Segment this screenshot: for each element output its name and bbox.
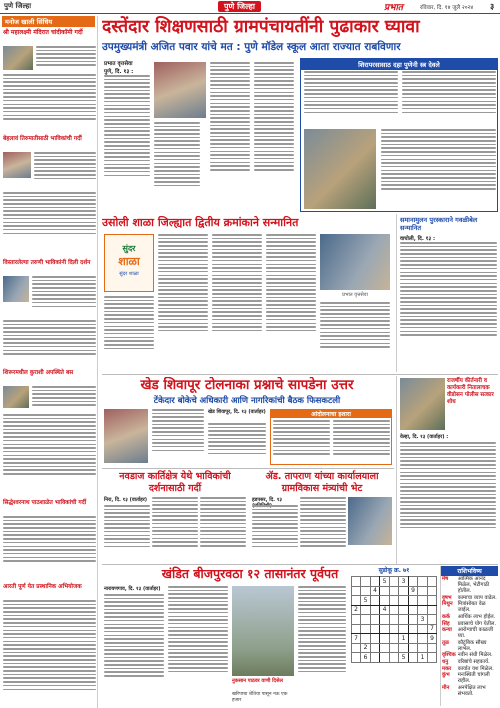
top-right-col3: [381, 129, 496, 209]
header-section-center: पुणे जिल्हा: [218, 1, 261, 12]
top-story-dateline: पुणे, दि. १३ :: [104, 69, 134, 75]
right-story-headline: राजर्षीय कीर्तनारी व कार्यकारी नितालाचक वीडोसन पोलीस सत्कार शोध: [447, 378, 494, 405]
right-story-dateline: वेल्हा, दि. १३ (वार्ताहर) :: [400, 434, 449, 440]
rashi-text: कार्यात यश मिळेल.: [457, 665, 494, 672]
top-right-col2: [402, 71, 496, 127]
sudoku-cell[interactable]: [389, 596, 399, 606]
story3-col2: [208, 423, 266, 465]
left-story-title-5: सिद्धेश्वरनाथ पाठशाळेत भाविकांची गर्दी: [3, 500, 87, 506]
sudoku-cell[interactable]: [427, 653, 437, 663]
rashi-sign: वृषभ: [442, 594, 452, 601]
left-story-title-4: शिरूरमधील कुराशी अपस्थिते बस: [3, 370, 74, 376]
left-story-title-2: बेहलावं तिरुमातीसाठी भाविकांची गर्दी: [3, 136, 82, 142]
top-story-left: [102, 58, 296, 212]
rashi-row: [441, 601, 498, 614]
story6-headline: खंडित बीजपुरवठा १२ तासानंतर पूर्वपत: [161, 566, 339, 581]
right-story-text: [400, 442, 496, 562]
sudoku-cell[interactable]: [380, 634, 390, 644]
sudoku-cell[interactable]: 3: [399, 577, 409, 587]
rashi-row: [441, 659, 498, 666]
story2-col4: [320, 302, 390, 370]
sudoku-cell[interactable]: [389, 634, 399, 644]
rashi-sign: कुंभ: [442, 672, 450, 679]
sudoku-cell[interactable]: [351, 596, 361, 606]
sudoku-cell[interactable]: [389, 605, 399, 615]
sudoku-cell[interactable]: [418, 624, 428, 634]
sudoku-row: [351, 586, 437, 596]
left-column: [0, 16, 98, 708]
rashi-panel: [440, 566, 498, 706]
sudoku-cell[interactable]: [399, 615, 409, 625]
story3-subheadline: टेंकेदार बोकेचे अधिकारी आणि नागरिकांची बैठक फिसकटली: [153, 396, 341, 406]
sudoku-cell[interactable]: [418, 577, 428, 587]
story4-headline: नवडाज कार्तिक्षेत्र येथे भाविकांची दर्शनासाठी गर्दी: [119, 471, 231, 494]
story3-byline: खेड शिवापूर, दि. १३ (वार्ताहर): [208, 409, 266, 415]
sudoku-cell[interactable]: [389, 615, 399, 625]
story5-photo: [348, 497, 392, 545]
portrait-photo: [154, 62, 206, 118]
divider-2: [102, 468, 394, 469]
rashi-text: कौटुंबिक सौख्य लाभेल.: [457, 639, 487, 652]
rashi-row: [441, 620, 498, 627]
rashi-text: वरिष्ठांचे सहकार्य.: [457, 659, 490, 666]
sudoku-cell[interactable]: [380, 615, 390, 625]
rashi-text: आत्मिक आनंद मिळेल, भेटीगाठी होतील.: [457, 576, 490, 595]
sudoku-cell[interactable]: [408, 653, 418, 663]
left-photo-3: [3, 276, 29, 302]
rashi-text: कामाचा व्याप वाढेल.: [457, 594, 497, 601]
sudoku-panel: [350, 566, 438, 706]
rashi-sign: मकर: [442, 665, 452, 672]
sudoku-cell[interactable]: [389, 624, 399, 634]
top-right-title: शिरापरसासाठ दहा पुणेनी स्त्र देवले: [301, 59, 497, 70]
left-text-5: [3, 516, 96, 580]
sudoku-cell[interactable]: [427, 586, 437, 596]
story5-col2: [300, 497, 346, 561]
sudoku-cell[interactable]: [370, 577, 380, 587]
story2-col2: [212, 234, 262, 370]
rashi-row: [441, 576, 498, 595]
rashi-sign: कन्या: [442, 627, 452, 634]
sudoku-grid[interactable]: [351, 576, 438, 663]
main-headline: दस्तेंदार शिक्षणसाठी ग्रामपंचायतींनी पुढाकार घ्यावा: [102, 17, 420, 37]
sudoku-cell[interactable]: [370, 596, 380, 606]
rashi-text: प्रवासाचे योग येतील.: [457, 620, 497, 627]
left-text-1: [36, 46, 96, 72]
sudoku-row: [351, 577, 437, 587]
sudoku-cell[interactable]: [418, 586, 428, 596]
rashi-row: [441, 672, 498, 685]
sudoku-cell[interactable]: [427, 577, 437, 587]
sudoku-cell[interactable]: 4: [370, 586, 380, 596]
story2-photo: [320, 234, 390, 290]
rashi-row: [441, 685, 498, 698]
story3-box-col2: [333, 420, 390, 464]
sudoku-cell[interactable]: [361, 586, 371, 596]
left-story-title-1: श्री महालक्ष्मी मंदिरात चांदीकॉमी गर्दी: [3, 29, 83, 36]
rashi-text: आर्थिक लाभ होईल.: [457, 614, 496, 621]
top-story-right-box: [300, 58, 498, 212]
story2-badge: [104, 234, 154, 292]
left-story-title-6: आरती पूर्ण येत प्रस्थानिक अभियोजक: [3, 584, 82, 590]
badge-caption: सुंदर शाळा: [119, 271, 139, 277]
story2-photo-caption: प्रभात वृत्तसेवा: [342, 292, 368, 298]
story2-col1: [158, 234, 208, 370]
sudoku-cell[interactable]: [408, 634, 418, 644]
sudoku-cell[interactable]: 5: [380, 577, 390, 587]
story4-col3: [200, 497, 246, 561]
rashi-sign: सिंह: [442, 620, 450, 627]
story2-headline: उसोली शाळा जिल्ह्यात द्वितीय क्रमांकाने सन्मानित: [102, 216, 299, 229]
rashi-row: [441, 665, 498, 672]
side-story-text: [400, 242, 497, 370]
rashi-text: अनपेक्षित लाभ संभवतो.: [457, 684, 486, 697]
sudoku-cell[interactable]: [380, 643, 390, 653]
rashi-row: [441, 652, 498, 659]
rashi-sign: मेष: [442, 576, 449, 583]
sudoku-cell[interactable]: [361, 605, 371, 615]
rashi-sign: तूळ: [442, 639, 449, 646]
sudoku-cell[interactable]: [351, 643, 361, 653]
story3-box-title: आंदोलनाचा इशारा: [271, 410, 391, 418]
sudoku-cell[interactable]: 9: [427, 634, 437, 644]
sudoku-cell[interactable]: [389, 653, 399, 663]
sudoku-cell[interactable]: [389, 577, 399, 587]
sudoku-cell[interactable]: [361, 615, 371, 625]
left-text-3b: [3, 320, 96, 368]
sudoku-cell[interactable]: [399, 624, 409, 634]
sudoku-cell[interactable]: 2: [351, 605, 361, 615]
main-subheadline: उपमुख्यमंत्री अजित पवार यांचे मत : पुणे मॉडेल स्कूल आता राज्यात राबविणार: [102, 41, 401, 53]
sudoku-cell[interactable]: 7: [351, 634, 361, 644]
story5-dateline: हडपसर, दि. १३: [252, 497, 283, 503]
side-story: [396, 214, 498, 372]
rashi-title: राशिभविष्य: [441, 566, 498, 576]
sudoku-cell[interactable]: [427, 596, 437, 606]
story6-caption-text: खरिपाचा शेतिया पासून नऊ एक हजार: [232, 692, 288, 703]
sudoku-cell[interactable]: [351, 653, 361, 663]
badge-line2: शाळा: [118, 255, 140, 268]
sudoku-cell[interactable]: [427, 605, 437, 615]
right-story: [396, 376, 498, 564]
divider-3: [102, 564, 498, 565]
rashi-sign: मिथुन: [442, 601, 453, 608]
sudoku-cell[interactable]: [351, 577, 361, 587]
sudoku-cell[interactable]: [370, 643, 380, 653]
sudoku-cell[interactable]: [351, 615, 361, 625]
rashi-sign: वृश्चिक: [442, 652, 456, 659]
sudoku-cell[interactable]: [399, 586, 409, 596]
sudoku-cell[interactable]: [418, 643, 428, 653]
rashi-table: [441, 576, 498, 697]
sudoku-cell[interactable]: [370, 653, 380, 663]
sudoku-cell[interactable]: [427, 615, 437, 625]
sudoku-cell[interactable]: [361, 577, 371, 587]
sudoku-cell[interactable]: [380, 624, 390, 634]
top-story-col2: [154, 122, 200, 210]
left-text-2b: [3, 192, 96, 248]
sudoku-cell[interactable]: [408, 596, 418, 606]
sudoku-cell[interactable]: [389, 643, 399, 653]
story4-col2: [152, 497, 198, 561]
sudoku-cell[interactable]: [408, 577, 418, 587]
top-story-col4: [254, 62, 294, 210]
sudoku-cell[interactable]: 2: [361, 643, 371, 653]
sudoku-cell[interactable]: [399, 643, 409, 653]
left-text-1b: [3, 74, 96, 134]
story2-col0: [104, 296, 154, 370]
story6-col2: [168, 586, 228, 706]
left-text-3: [32, 276, 96, 320]
rashi-sign: मीन: [442, 684, 450, 691]
header-section-left: पुणे जिल्हा: [4, 2, 32, 10]
sudoku-row: [351, 605, 437, 615]
left-text-2: [34, 152, 96, 192]
sudoku-cell[interactable]: 3: [418, 615, 428, 625]
rashi-sign: धनु: [442, 659, 449, 666]
sudoku-cell[interactable]: 1: [399, 634, 409, 644]
story3-col1: [152, 409, 204, 465]
sudoku-cell[interactable]: [389, 586, 399, 596]
rashi-row: [441, 627, 498, 640]
sudoku-cell[interactable]: [399, 605, 409, 615]
sudoku-cell[interactable]: [351, 586, 361, 596]
divider-1: [102, 374, 498, 375]
left-text-4b: [3, 414, 96, 494]
sudoku-cell[interactable]: 6: [361, 653, 371, 663]
left-story-title-3: विस्तारलेल्या तरुणी भाविकांनी दिली दर्शन: [3, 260, 91, 266]
sudoku-row: [351, 615, 437, 625]
brand-logo: प्रभात: [384, 3, 403, 13]
sudoku-cell[interactable]: [418, 596, 428, 606]
top-right-photo: [304, 129, 376, 209]
sudoku-cell[interactable]: [427, 643, 437, 653]
story3-box: [270, 409, 392, 465]
rashi-row: [441, 614, 498, 621]
left-text-4: [32, 386, 96, 414]
sudoku-cell[interactable]: [361, 634, 371, 644]
sudoku-row: [351, 634, 437, 644]
sudoku-row: [351, 624, 437, 634]
rashi-text: मनःस्थिती चांगली राहील.: [457, 672, 490, 685]
sudoku-title: सुडोकू क्र. ७१: [378, 567, 410, 574]
sudoku-cell[interactable]: 5: [399, 653, 409, 663]
side-story-headline: समानामुलन पुरस्काराने गवळीबेल सन्मानित: [400, 216, 478, 232]
story4-dateline: निरा, दि. १३ (वार्ताहर): [104, 497, 148, 503]
story6-caption: नुकसान पाठवर वाणी दिसेल: [232, 678, 283, 684]
sudoku-cell[interactable]: 9: [408, 586, 418, 596]
top-story-byline: प्रभात वृत्तसेवा: [104, 61, 133, 67]
sudoku-cell[interactable]: [370, 615, 380, 625]
story6-dateline: नारायणगाव, दि. १३ (वार्ताहर): [104, 586, 161, 592]
story5-col1: [252, 505, 298, 561]
right-story-photo: [400, 378, 445, 430]
sudoku-cell[interactable]: 5: [361, 596, 371, 606]
story3-photo: [104, 409, 148, 463]
sudoku-cell[interactable]: [370, 634, 380, 644]
sudoku-cell[interactable]: 7: [427, 624, 437, 634]
header-bar: [0, 0, 500, 14]
rashi-text: मित्रांसोबत वेळ जाईल.: [457, 601, 486, 614]
page-number: ३: [490, 2, 495, 11]
sudoku-row: [351, 643, 437, 653]
rashi-text: नवीन संधी मिळेल.: [457, 652, 493, 659]
sudoku-cell[interactable]: [351, 624, 361, 634]
badge-line1: सुंदर: [122, 244, 136, 253]
sudoku-cell[interactable]: [380, 653, 390, 663]
story6-col3: [298, 586, 346, 706]
left-photo-2: [3, 152, 31, 178]
sudoku-cell[interactable]: [370, 605, 380, 615]
left-section-title: मनोज खाली सिंधिय: [2, 16, 95, 27]
sudoku-cell[interactable]: [408, 605, 418, 615]
left-photo-4: [3, 386, 29, 408]
story4-col1: [104, 505, 150, 561]
sudoku-cell[interactable]: [418, 605, 428, 615]
sudoku-cell[interactable]: [408, 615, 418, 625]
sudoku-row: [351, 653, 437, 663]
left-text-6: [3, 600, 96, 708]
sudoku-row: [351, 596, 437, 606]
rashi-sign: कर्क: [442, 614, 450, 621]
header-date: रविवार, दि. १४ जुलै २०२४: [420, 5, 474, 11]
top-story-col3: [210, 62, 250, 210]
sudoku-cell[interactable]: [418, 634, 428, 644]
sudoku-cell[interactable]: 4: [380, 605, 390, 615]
sudoku-cell[interactable]: [380, 586, 390, 596]
sudoku-cell[interactable]: [408, 624, 418, 634]
side-story-dateline: वाघोली, दि. १३ :: [400, 236, 436, 242]
story6-col1: [104, 594, 164, 706]
rashi-row: [441, 640, 498, 653]
story2-col3: [266, 234, 316, 370]
left-photo-1: [3, 46, 33, 70]
story3-box-col1: [273, 420, 330, 464]
top-story-col1: [104, 75, 150, 209]
sudoku-cell[interactable]: [408, 643, 418, 653]
sudoku-cell[interactable]: [399, 596, 409, 606]
story6-photo: [232, 586, 294, 676]
sudoku-cell[interactable]: [380, 596, 390, 606]
top-right-col1: [304, 71, 398, 127]
sudoku-cell[interactable]: 1: [418, 653, 428, 663]
story3-headline: खेड शिवापूर टोलनाका प्रश्नाचे सापडेना उत्तर: [140, 377, 354, 393]
story5-headline: ॲड. तापराण यांच्या कार्यालयाला ग्रामविकास मंत्र्यांची भेट: [265, 471, 379, 494]
sudoku-cell[interactable]: [370, 624, 380, 634]
rashi-text: आरोग्याची काळजी घ्या.: [457, 627, 494, 640]
sudoku-cell[interactable]: [361, 624, 371, 634]
